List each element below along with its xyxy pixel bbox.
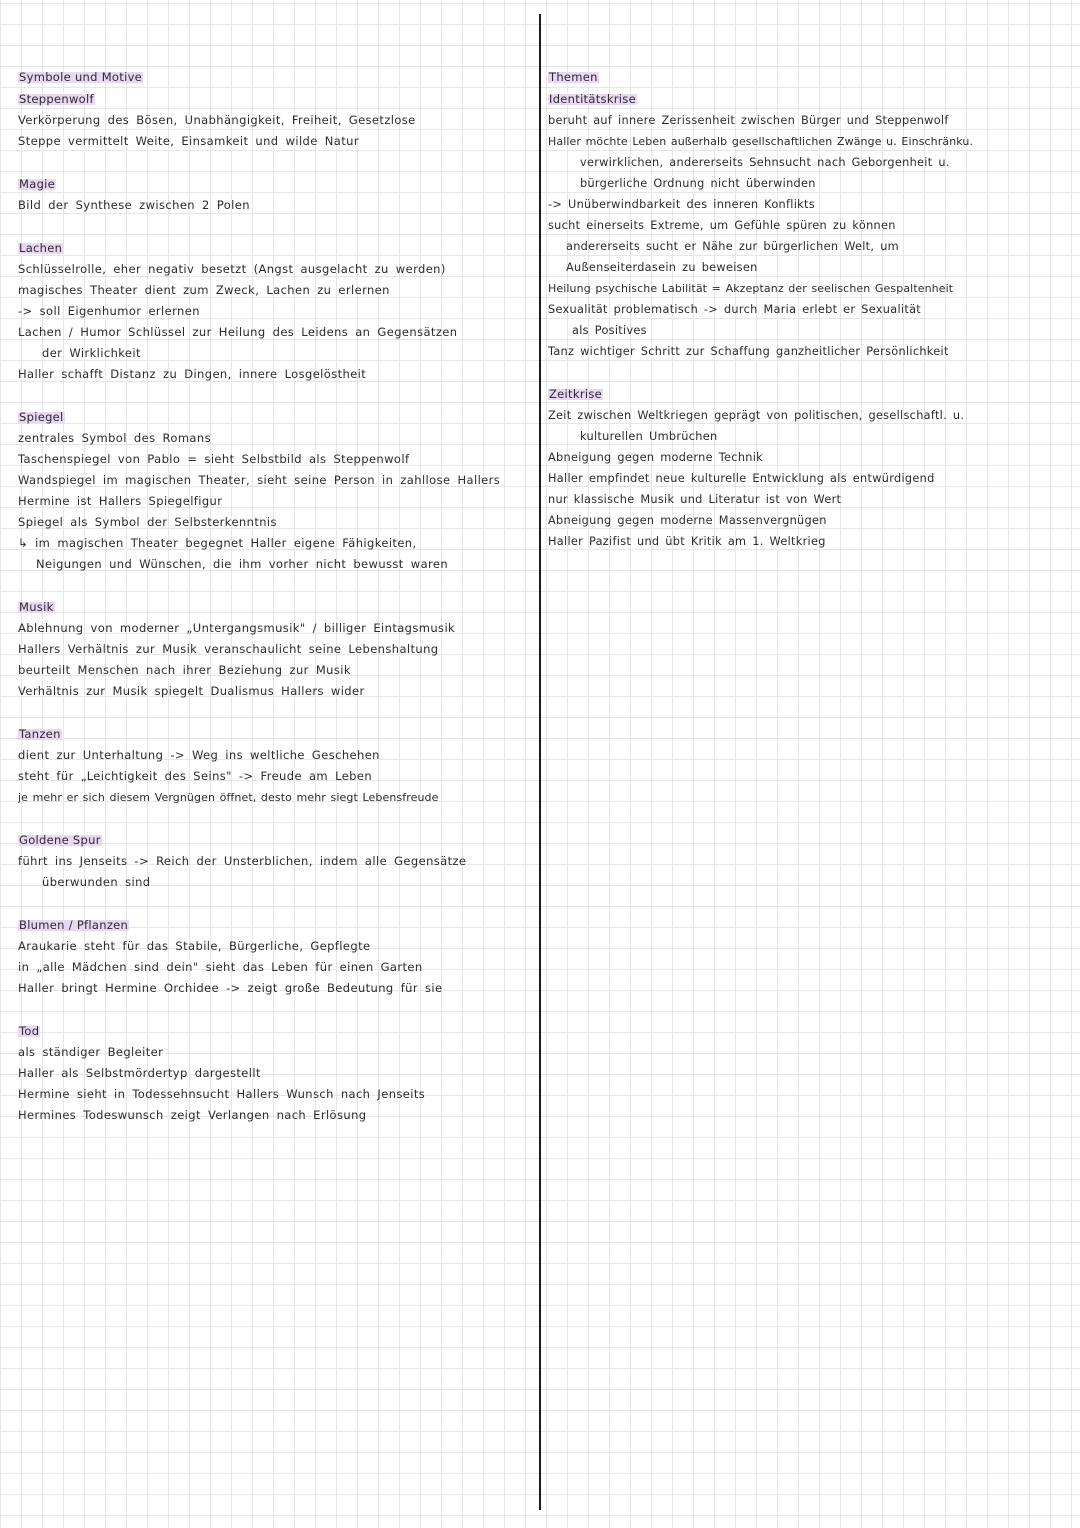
section-magie [18, 173, 533, 216]
text-line: Tanz wichtiger Schritt zur Schaffung ganzheitlicher Persönlichkeit [548, 345, 949, 358]
text-line: Abneigung gegen moderne Technik [548, 451, 764, 464]
section-tanzen [18, 723, 533, 808]
text-line: andererseits sucht er Nähe zur bürgerlichen Welt, um [566, 240, 899, 253]
text-line: verwirklichen, andererseits Sehnsucht nach Geborgenheit u. [580, 156, 950, 169]
text-line: als Positives [572, 324, 647, 337]
text-line: beurteilt Menschen nach ihrer Beziehung zur Musik [18, 663, 351, 677]
text-line: Neigungen und Wünschen, die ihm vorher nicht bewusst waren [36, 557, 449, 571]
left-column [18, 66, 533, 1147]
text-line: Sexualität problematisch -> durch Maria erlebt er Sexualität [548, 303, 922, 316]
section-lachen [18, 237, 533, 385]
text-line: Haller schafft Distanz zu Dingen, innere Losgelöstheit [18, 367, 367, 381]
heading-lachen: Lachen [18, 238, 63, 259]
text-line: magisches Theater dient zum Zweck, Lachen zu erlernen [18, 283, 390, 297]
text-line: Hermine ist Hallers Spiegelfigur [18, 494, 223, 508]
text-line: Araukarie steht für das Stabile, Bürgerliche, Gepflegte [18, 939, 371, 953]
heading-tod: Tod [18, 1021, 40, 1042]
text-line: zentrales Symbol des Romans [18, 431, 211, 445]
text-line: Spiegel als Symbol der Selbsterkenntnis [18, 515, 277, 529]
heading-spiegel: Spiegel [18, 407, 65, 428]
text-line: Lachen / Humor Schlüssel zur Heilung des Leidens an Gegensätzen [18, 325, 458, 339]
text-line: ↳ im magischen Theater begegnet Haller eigene Fähigkeiten, [18, 536, 417, 550]
heading-blumen-pflanzen: Blumen / Pflanzen [18, 915, 129, 936]
section-symbole [18, 66, 533, 152]
heading-magie: Magie [18, 174, 56, 195]
text-line: Haller empfindet neue kulturelle Entwicklung als entwürdigend [548, 472, 935, 485]
heading-symbole-und-motive: Symbole und Motive [18, 67, 143, 88]
text-line: bürgerliche Ordnung nicht überwinden [580, 177, 816, 190]
text-line: kulturellen Umbrüchen [580, 430, 718, 443]
section-spiegel [18, 406, 533, 575]
text-line: sucht einerseits Extreme, um Gefühle spüren zu können [548, 219, 896, 232]
text-line: Hallers Verhältnis zur Musik veranschaulicht seine Lebenshaltung [18, 642, 439, 656]
text-line: Hermine sieht in Todessehnsucht Hallers Wunsch nach Jenseits [18, 1087, 426, 1101]
text-line: Heilung psychische Labilität = Akzeptanz der seelischen Gespaltenheit [548, 282, 954, 295]
section-zeitkrise [548, 383, 1070, 552]
heading-tanzen: Tanzen [18, 724, 62, 745]
section-goldene-spur [18, 829, 533, 893]
heading-goldene-spur: Goldene Spur [18, 830, 102, 851]
text-line: steht für „Leichtigkeit des Seins" -> Freude am Leben [18, 769, 373, 783]
text-line: Taschenspiegel von Pablo = sieht Selbstbild als Steppenwolf [18, 452, 410, 466]
section-tod [18, 1020, 533, 1126]
text-line: Verhältnis zur Musik spiegelt Dualismus Hallers wider [18, 684, 365, 698]
text-line: Abneigung gegen moderne Massenvergnügen [548, 514, 827, 527]
text-line: als ständiger Begleiter [18, 1045, 164, 1059]
text-line: Steppe vermittelt Weite, Einsamkeit und wilde Natur [18, 134, 359, 148]
text-line: beruht auf innere Zerissenheit zwischen Bürger und Steppenwolf [548, 114, 949, 127]
text-line: überwunden sind [42, 875, 151, 889]
heading-identitaetskrise: Identitätskrise [548, 89, 637, 110]
text-line: Haller bringt Hermine Orchidee -> zeigt große Bedeutung für sie [18, 981, 443, 995]
column-divider [539, 14, 541, 1510]
text-line: der Wirklichkeit [42, 346, 141, 360]
text-line: dient zur Unterhaltung -> Weg ins weltliche Geschehen [18, 748, 380, 762]
text-line: Verkörperung des Bösen, Unabhängigkeit, Freiheit, Gesetzlose [18, 113, 416, 127]
right-column [548, 66, 1070, 573]
text-line: in „alle Mädchen sind dein" sieht das Leben für einen Garten [18, 960, 423, 974]
text-line: Bild der Synthese zwischen 2 Polen [18, 198, 250, 212]
heading-zeitkrise: Zeitkrise [548, 384, 603, 405]
text-line: Haller als Selbstmördertyp dargestellt [18, 1066, 261, 1080]
heading-steppenwolf: Steppenwolf [18, 89, 95, 110]
section-blumen [18, 914, 533, 999]
text-line: Ablehnung von moderner „Untergangsmusik" / billiger Eintagsmusik [18, 621, 456, 635]
section-themen [548, 66, 1070, 362]
text-line: Wandspiegel im magischen Theater, sieht seine Person in zahllose Hallers [18, 473, 501, 487]
text-line: Hermines Todeswunsch zeigt Verlangen nach Erlösung [18, 1108, 367, 1122]
text-line: nur klassische Musik und Literatur ist von Wert [548, 493, 842, 506]
text-line: Haller Pazifist und übt Kritik am 1. Weltkrieg [548, 535, 826, 548]
text-line: führt ins Jenseits -> Reich der Unsterblichen, indem alle Gegensätze [18, 854, 467, 868]
heading-musik: Musik [18, 597, 55, 618]
text-line: je mehr er sich diesem Vergnügen öffnet, desto mehr siegt Lebensfreude [18, 791, 439, 804]
text-line: Haller möchte Leben außerhalb gesellschaftlichen Zwänge u. Einschränku. [548, 135, 974, 148]
text-line: Zeit zwischen Weltkriegen geprägt von politischen, gesellschaftl. u. [548, 409, 965, 422]
heading-themen: Themen [548, 67, 599, 88]
text-line: Schlüsselrolle, eher negativ besetzt (Angst ausgelacht zu werden) [18, 262, 446, 276]
text-line: -> soll Eigenhumor erlernen [18, 304, 200, 318]
text-line: Außenseiterdasein zu beweisen [566, 261, 758, 274]
section-musik [18, 596, 533, 702]
text-line: -> Unüberwindbarkeit des inneren Konflikts [548, 198, 815, 211]
